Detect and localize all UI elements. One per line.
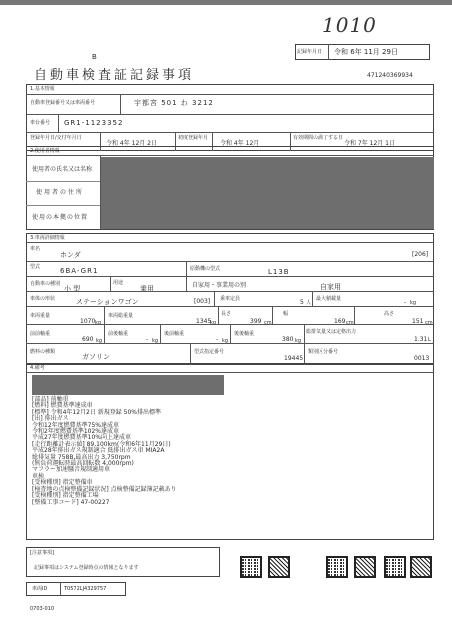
remarks-section-title: 4.備考	[30, 365, 45, 371]
type-spec-value: 19445	[284, 355, 304, 362]
reg-number-label: 自動車登録番号又は車両番号	[30, 100, 96, 106]
divider	[26, 372, 434, 373]
divider	[214, 291, 215, 306]
vehicle-section-title: 3.車両詳細情報	[30, 235, 65, 241]
issue-date-label: 記録年月日	[297, 49, 323, 55]
width-label: 幅	[283, 311, 289, 317]
use-label: 用途	[113, 280, 124, 286]
vehicle-id-value: T0572LJ4329757	[64, 586, 107, 592]
divider	[218, 306, 219, 324]
qr-code	[240, 556, 262, 578]
user-name-label: 使用者の氏名又は名称	[32, 166, 93, 173]
vehicle-id-label: 車両ID	[32, 586, 48, 592]
chassis-label: 車台番号	[30, 120, 51, 126]
divider	[26, 343, 434, 344]
divider	[272, 306, 273, 324]
model-label: 型式	[30, 264, 41, 270]
remarks-lines	[32, 397, 177, 506]
vehicle-weight-label: 車両重量	[30, 313, 51, 319]
type-spec-label: 型式指定番号	[194, 349, 225, 355]
max-load-label: 最大積載量	[316, 296, 342, 302]
displacement-value: 1.31	[414, 336, 428, 343]
maker-label: 車名	[30, 246, 41, 252]
remark-line: [標準] 令和4年12月2日 新規登録 50%排出標準	[32, 408, 162, 416]
fuel-label: 燃料の種類	[30, 349, 56, 355]
height-label: 高さ	[384, 311, 395, 317]
qr-code	[326, 556, 348, 578]
expiry-value: 令和 7年 12月 1日	[344, 140, 395, 147]
divider	[186, 261, 187, 276]
divider	[26, 242, 434, 243]
front-front-axle-value: 690	[82, 336, 94, 343]
class-number-value: 0013	[414, 355, 430, 362]
divider	[354, 306, 355, 324]
divider	[26, 114, 434, 115]
remark-line: [部品] 前軸重	[32, 396, 69, 403]
base-location-label: 使用の本拠の位置	[32, 214, 89, 221]
rear-rear-axle-value: 380	[282, 336, 294, 343]
divider	[60, 582, 61, 596]
remark-line: マフラー加速騒音規制適用車	[32, 466, 111, 474]
front-front-axle-label: 前前軸重	[30, 331, 51, 337]
model-value: 6BA-GR1	[60, 267, 99, 275]
qr-code	[384, 556, 406, 578]
divider	[26, 205, 100, 206]
divider	[312, 291, 313, 306]
remark-line: [受検種別] 指定整備車	[32, 479, 93, 487]
divider	[26, 261, 434, 262]
notice-text: 記録事項はシステム登録時点の情報となります	[34, 565, 139, 571]
handwritten-number: 1010	[322, 13, 377, 37]
divider	[304, 324, 305, 343]
rear-front-axle-value: -	[216, 336, 219, 343]
remark-line: [燃料] 燃費基準達成車	[32, 402, 93, 410]
divider	[160, 324, 161, 343]
redacted-user-info	[101, 157, 434, 229]
front-front-axle-unit: kg	[96, 338, 103, 344]
remark-line: 車検	[32, 472, 45, 480]
rear-rear-axle-label: 後後軸重	[234, 331, 255, 337]
first-year-label: 初度登録年月	[178, 135, 209, 141]
divider	[328, 44, 329, 60]
private-business-label: 自家用・事業用の別	[192, 282, 247, 289]
width-value: 169	[334, 318, 346, 325]
remark-line: (無負荷運転時最高回転数 4,000rpm)	[32, 460, 134, 468]
divider	[26, 94, 434, 95]
document-number: 471240369934	[367, 72, 413, 79]
displacement-unit: L	[428, 337, 431, 343]
gross-weight-unit: kg	[210, 320, 217, 326]
body-shape-code: [003]	[194, 298, 211, 305]
max-load-unit: kg	[410, 300, 417, 306]
body-shape-label: 車体の形状	[30, 296, 56, 302]
remark-line: [整備工事コード] 47-00227	[32, 498, 110, 506]
remark-line: [検査地の点検整備記録状況] 点検整備記録簿記載あり	[32, 485, 177, 493]
remark-line: 総排気量 758B,最高出力 3,750rpm	[32, 453, 131, 461]
front-rear-axle-label: 前後軸重	[108, 331, 129, 337]
private-business-value: 自家用	[320, 283, 341, 291]
divider	[26, 155, 434, 156]
rear-rear-axle-unit: kg	[295, 338, 302, 344]
length-value: 399	[250, 318, 262, 325]
form-code: 0703-010	[30, 606, 55, 612]
scan-top-edge	[0, 0, 452, 5]
vehicle-type-label: 自動車の種別	[30, 281, 61, 287]
vehicle-weight-unit: kg	[95, 320, 102, 326]
front-rear-axle-value: -	[146, 336, 149, 343]
vehicle-type-value: 小 型	[64, 285, 81, 293]
height-unit: cm	[425, 320, 433, 326]
notice-box	[26, 547, 220, 577]
remark-line: [出] 排出ガス	[32, 415, 69, 423]
displacement-label: 総排気量又は定格出力	[306, 329, 357, 335]
divider	[26, 291, 434, 292]
notice-title: [注意事項]	[30, 550, 54, 556]
engine-value: L13B	[268, 268, 290, 276]
first-reg-label: 登録年月日/交付年月日	[30, 135, 82, 141]
qr-code	[354, 556, 376, 578]
divider	[120, 94, 121, 114]
user-address-label: 使用者の住所	[36, 189, 85, 196]
rear-front-axle-unit: kg	[222, 338, 229, 344]
remark-line: 令和2年度燃費基準102%達成車	[32, 428, 119, 436]
divider	[26, 132, 434, 133]
length-label: 長さ	[221, 311, 232, 317]
user-section-title: 2.使用者情報	[30, 148, 60, 154]
divider	[26, 181, 100, 182]
remark-line: 平成28年排出ガス規制適合 低排出ガス車 MIA2A	[32, 447, 165, 455]
divider	[58, 114, 59, 132]
issue-date-value: 令和 6年 11月 29日	[334, 48, 398, 56]
maker-code: [206]	[412, 251, 429, 258]
gross-weight-label: 車両総重量	[108, 313, 134, 319]
vehicle-weight-value: 1070	[80, 318, 96, 325]
height-value: 151	[412, 318, 424, 325]
capacity-label: 乗車定員	[220, 296, 241, 302]
capacity-unit: 人	[306, 300, 312, 306]
first-reg-value: 令和 4年 12月 2日	[106, 140, 157, 147]
capacity-value: 5	[300, 299, 304, 306]
divider	[26, 276, 434, 277]
gross-weight-value: 1345	[196, 318, 212, 325]
chassis-value: GR1-1123352	[64, 119, 124, 127]
divider	[26, 306, 434, 307]
remark-line: 令和12年度燃費基準75%達成車	[32, 421, 119, 429]
redacted-remark	[32, 375, 224, 395]
front-rear-axle-unit: kg	[152, 338, 159, 344]
form-letter: B	[92, 53, 97, 61]
length-unit: cm	[264, 320, 272, 326]
remark-line: [受検種別] 指定整備工場	[32, 492, 99, 500]
class-number-label: 類別区分番号	[308, 349, 339, 355]
max-load-value: -	[404, 299, 407, 306]
divider	[304, 343, 305, 365]
first-year-value: 令和 4年 12月	[220, 140, 260, 147]
rear-front-axle-label: 後前軸重	[164, 331, 185, 337]
basic-section-title: 1.基本情報	[30, 86, 55, 92]
fuel-value: ガソリン	[82, 353, 110, 361]
use-value: 乗用	[140, 285, 154, 293]
divider	[190, 343, 191, 365]
divider	[104, 306, 105, 324]
reg-number-value: 宇都宮 501 わ 3212	[134, 99, 214, 107]
width-unit: cm	[346, 320, 354, 326]
divider	[104, 324, 105, 343]
document-title: 自動車検査証記録事項	[34, 68, 195, 83]
remark-line: 平成27年度燃費基準10%向上達成車	[32, 434, 131, 442]
engine-label: 原動機の型式	[190, 266, 221, 272]
divider	[110, 276, 111, 291]
qr-code	[410, 556, 432, 578]
expiry-label: 有効期間の満了する日	[293, 135, 344, 141]
maker-value: ホンダ	[60, 251, 81, 259]
qr-code	[268, 556, 290, 578]
divider	[230, 324, 231, 343]
remark-line: [走行距離計表示値] 89,100km(令和6年11月29日)	[32, 440, 171, 448]
body-shape-value: ステーションワゴン	[76, 298, 139, 306]
divider	[186, 276, 187, 291]
